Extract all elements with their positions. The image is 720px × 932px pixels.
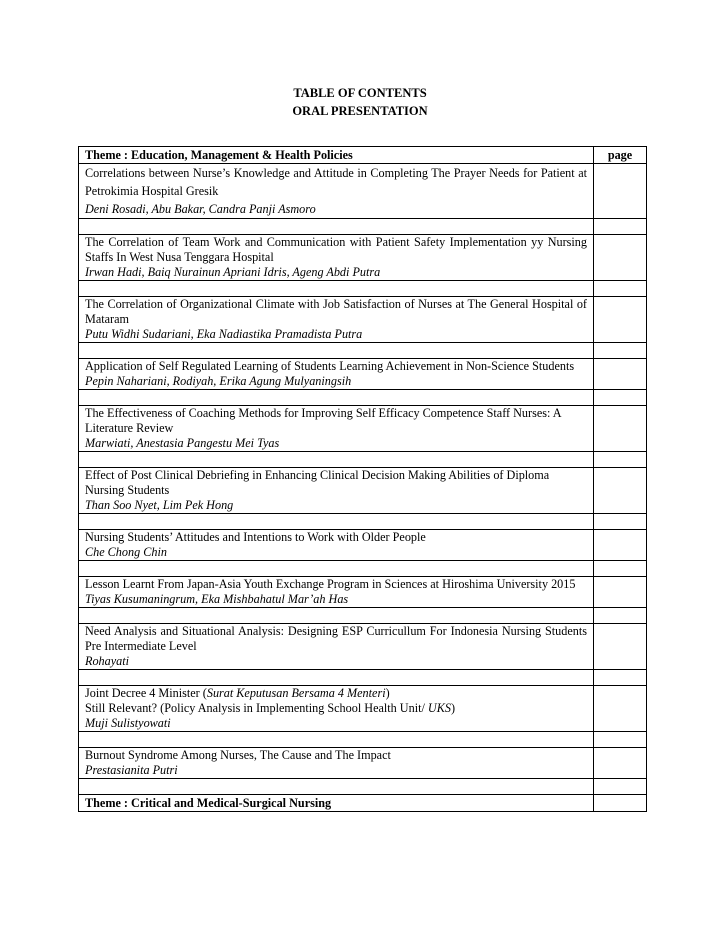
toc-entry xyxy=(79,748,647,779)
entry-title: Application of Self Regulated Learning of Students Learning Achievement in Non-Science Students xyxy=(85,359,575,373)
entry-title-text: ) xyxy=(450,701,455,715)
entry-authors: Prestasianita Putri xyxy=(85,763,178,777)
toc-entry xyxy=(79,530,647,561)
entry-page xyxy=(594,686,647,732)
entry-authors: Rohayati xyxy=(85,654,130,668)
entry-title-italic: Surat Keputusan Bersama 4 Menteri xyxy=(206,686,386,700)
entry-authors: Che Chong Chin xyxy=(85,545,167,559)
theme-row xyxy=(79,795,647,812)
entry-page xyxy=(594,406,647,452)
page-column-header: page xyxy=(594,147,647,164)
spacer-row xyxy=(79,281,647,297)
toc-entry xyxy=(79,468,647,514)
spacer-row xyxy=(79,608,647,624)
entry-authors: Deni Rosadi, Abu Bakar, Candra Panji Asmoro xyxy=(85,202,316,216)
entry-page xyxy=(594,577,647,608)
entry-page xyxy=(594,164,647,219)
entry-title-text: Joint Decree 4 Minister ( xyxy=(85,686,207,700)
entry-title-text: ) xyxy=(385,686,390,700)
spacer-row xyxy=(79,390,647,406)
entry-page xyxy=(594,624,647,670)
spacer-row xyxy=(79,514,647,530)
entry-page xyxy=(594,297,647,343)
spacer-row xyxy=(79,452,647,468)
entry-page xyxy=(594,795,647,812)
spacer-row xyxy=(79,779,647,795)
entry-page xyxy=(594,359,647,390)
toc-entry xyxy=(79,577,647,608)
toc-heading: TABLE OF CONTENTS xyxy=(293,86,427,100)
theme-row xyxy=(79,147,647,164)
toc-entry xyxy=(79,297,647,343)
theme-label: Theme : Critical and Medical-Surgical Nursing xyxy=(79,795,594,812)
entry-authors: Than Soo Nyet, Lim Pek Hong xyxy=(85,498,234,512)
entry-authors: Tiyas Kusumaningrum, Eka Mishbahatul Mar’ah Has xyxy=(85,592,349,606)
toc-entry xyxy=(79,686,647,732)
entry-page xyxy=(594,748,647,779)
theme-label: Theme : Education, Management & Health Policies xyxy=(79,147,594,164)
spacer-row xyxy=(79,670,647,686)
entry-authors: Muji Sulistyowati xyxy=(85,716,171,730)
spacer-row xyxy=(79,343,647,359)
oral-presentation-heading: ORAL PRESENTATION xyxy=(292,104,428,118)
entry-title: Effect of Post Clinical Debriefing in Enhancing Clinical Decision Making Abilities of Diploma Nursing Students xyxy=(85,468,550,497)
toc-entry xyxy=(79,164,647,219)
spacer-row xyxy=(79,732,647,748)
toc-entry xyxy=(79,359,647,390)
entry-page xyxy=(594,235,647,281)
entry-title: Burnout Syndrome Among Nurses, The Cause and The Impact xyxy=(85,748,391,762)
entry-page xyxy=(594,468,647,514)
entry-title: Need Analysis and Situational Analysis: Designing ESP Curricullum For Indonesia Nursing Students Pre Intermediate Level xyxy=(85,624,587,653)
entry-title-italic: UKS xyxy=(427,701,451,715)
entry-title-line2 xyxy=(85,701,587,716)
entry-title: Lesson Learnt From Japan-Asia Youth Exchange Program in Sciences at Hiroshima University 2015 xyxy=(85,577,576,591)
entry-authors: Pepin Nahariani, Rodiyah, Erika Agung Mulyaningsih xyxy=(85,374,352,388)
entry-page xyxy=(594,530,647,561)
spacer-row xyxy=(79,561,647,577)
entry-title: The Correlation of Team Work and Communication with Patient Safety Implementation yy Nursing Staffs In West Nusa Tenggara Hospital xyxy=(85,235,587,264)
spacer-row xyxy=(79,219,647,235)
toc-entry xyxy=(79,235,647,281)
entry-title xyxy=(85,686,587,701)
entry-title: The Correlation of Organizational Climate with Job Satisfaction of Nurses at The General Hospital of Mataram xyxy=(85,297,587,326)
entry-title: Correlations between Nurse’s Knowledge and Attitude in Completing The Prayer Needs for Patient at Petrokimia Hospital Gresik xyxy=(85,166,587,198)
entry-title: The Effectiveness of Coaching Methods for Improving Self Efficacy Competence Staff Nurses: A Literature Review xyxy=(85,406,561,435)
toc-entry xyxy=(79,406,647,452)
toc-table xyxy=(78,146,647,812)
entry-title-text: Still Relevant? (Policy Analysis in Implementing School Health Unit/ xyxy=(85,701,428,715)
toc-entry xyxy=(79,624,647,670)
entry-authors: Marwiati, Anestasia Pangestu Mei Tyas xyxy=(85,436,280,450)
entry-authors: Putu Widhi Sudariani, Eka Nadiastika Pramadista Putra xyxy=(85,327,363,341)
entry-authors: Irwan Hadi, Baiq Nurainun Apriani Idris, Ageng Abdi Putra xyxy=(85,265,381,279)
entry-title: Nursing Students’ Attitudes and Intentions to Work with Older People xyxy=(85,530,426,544)
